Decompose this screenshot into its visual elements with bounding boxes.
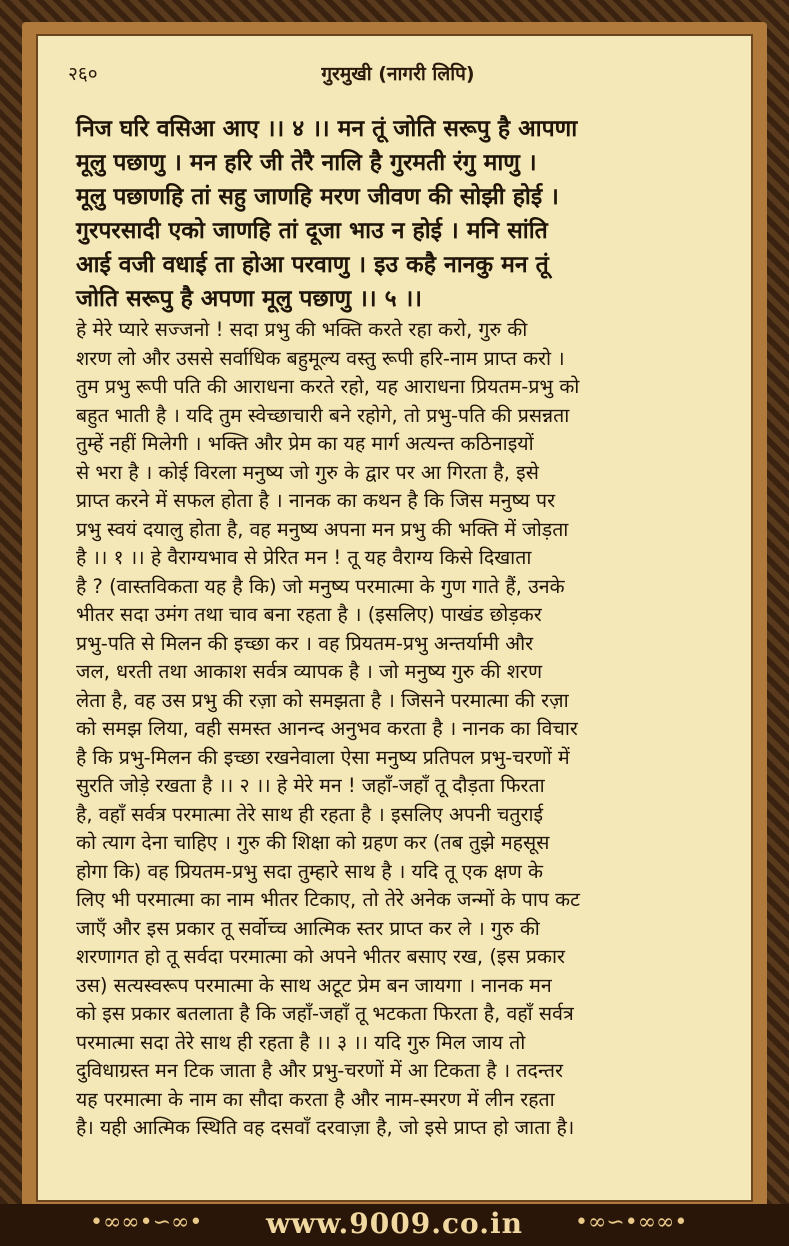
verse-line: मूलु पछाणु । मन हरि जी तेरै नालि है गुरमती रंगु माणु ।: [76, 150, 537, 176]
commentary-line: परमात्मा सदा तेरे साथ ही रहता है ।। ३ ।। यदि गुरु मिल जाय तो: [76, 1030, 526, 1054]
commentary-line: है ।। १ ।। हे वैराग्यभाव से प्रेरित मन ! तू यह वैराग्य किसे दिखाता: [76, 546, 532, 569]
commentary-line: प्राप्त करने में सफल होता है । नानक का कथन है कि जिस मनुष्य पर: [76, 489, 556, 512]
verse-line: गुरपरसादी एको जाणहि तां दूजा भाउ न होई । मनि सांति: [76, 218, 548, 244]
page-number: २६०: [68, 63, 98, 85]
commentary-line: है कि प्रभु-मिलन की इच्छा रखनेवाला ऐसा मनुष्य प्रतिपल प्रभु-चरणों में: [76, 745, 570, 769]
commentary-block: [76, 316, 726, 1143]
commentary-line: सुरति जोड़े रखता है ।। २ ।। हे मेरे मन ! जहाँ-जहाँ तू दौड़ता फिरता: [76, 774, 545, 797]
verse-line: जोति सरूपु है अपणा मूलु पछाणु ।। ५ ।।: [76, 286, 423, 312]
commentary-line: जाएँ और इस प्रकार तू सर्वोच्च आत्मिक स्तर प्राप्त कर ले । गुरु की: [76, 916, 540, 940]
verse-line: निज घरि वसिआ आए ।। ४ ।। मन तूं जोति सरूपु है आपणा: [76, 116, 578, 142]
commentary-line: बहुत भाती है । यदि तुम स्वेच्छाचारी बने रहोगे, तो प्रभु-पति की प्रसन्नता: [76, 403, 570, 427]
commentary-line: तुम्हें नहीं मिलेगी । भक्ति और प्रेम का यह मार्ग अत्यन्त कठिनाइयों: [76, 432, 534, 455]
commentary-line: लेता है, वह उस प्रभु की रज़ा को समझता है । जिसने परमात्मा की रज़ा: [76, 688, 569, 712]
commentary-line: जल, धरती तथा आकाश सर्वत्र व्यापक है । जो मनुष्य गुरु की शरण: [76, 660, 543, 683]
commentary-line: प्रभु स्वयं दयालु होता है, वह मनुष्य अपना मन प्रभु की भक्ति में जोड़ता: [76, 517, 569, 541]
commentary-line: प्रभु-पति से मिलन की इच्छा कर । वह प्रियतम-प्रभु अन्तर्यामी और: [76, 631, 534, 655]
footer-url[interactable]: www.9009.co.in: [266, 1207, 523, 1240]
commentary-line: को त्याग देना चाहिए । गुरु की शिक्षा को ग्रहण कर (तब तुझे महसूस: [76, 831, 550, 854]
running-title: गुरमुखी (नागरी लिपि): [321, 63, 475, 85]
commentary-line: है ? (वास्तविकता यह है कि) जो मनुष्य परमात्मा के गुण गाते हैं, उनके: [76, 574, 565, 598]
commentary-line: से भरा है । कोई विरला मनुष्य जो गुरु के द्वार पर आ गिरता है, इसे: [76, 460, 539, 484]
commentary-line: लिए भी परमात्मा का नाम भीतर टिकाए, तो तेरे अनेक जन्मों के पाप कट: [76, 888, 580, 911]
commentary-line: भीतर सदा उमंग तथा चाव बना रहता है । (इसलिए) पाखंड छोड़कर: [76, 603, 542, 626]
commentary-line: है, वहाँ सर्वत्र परमात्मा तेरे साथ ही रहता है । इसलिए अपनी चतुराई: [76, 802, 544, 826]
verse-line: मूलु पछाणहि तां सहु जाणहि मरण जीवण की सोझी होई ।: [76, 184, 559, 210]
commentary-line: शरण लो और उससे सर्वाधिक बहुमूल्य वस्तु रूपी हरि-नाम प्राप्त करो ।: [76, 346, 565, 370]
commentary-line: हे मेरे प्यारे सज्जनो ! सदा प्रभु की भक्ति करते रहा करो, गुरु की: [76, 318, 528, 341]
footer-ornament-left-icon: •∞∞•∽∞•: [90, 1210, 203, 1235]
footer-ornament-right-icon: •∞∽•∞∞•: [575, 1210, 688, 1235]
commentary-line: को समझ लिया, वही समस्त आनन्द अनुभव करता है । नानक का विचार: [76, 717, 578, 740]
verse-line: आई वजी वधाई ता होआ परवाणु । इउ कहै नानकु मन तूं: [76, 252, 549, 278]
commentary-line: यह परमात्मा के नाम का सौदा करता है और नाम-स्मरण में लीन रहता: [76, 1087, 555, 1111]
commentary-line: उस) सत्यस्वरूप परमात्मा के साथ अटूट प्रेम बन जायगा । नानक मन: [76, 973, 552, 997]
commentary-line: शरणागत हो तू सर्वदा परमात्मा को अपने भीतर बसाए रख, (इस प्रकार: [76, 945, 565, 968]
page-header: [68, 60, 728, 88]
book-page: [36, 34, 753, 1202]
verse-block: [76, 112, 726, 316]
commentary-line: है। यही आत्मिक स्थिति वह दसवाँ दरवाज़ा है, जो इसे प्राप्त हो जाता है।: [76, 1116, 575, 1139]
commentary-line: दुविधाग्रस्त मन टिक जाता है और प्रभु-चरणों में आ टिकता है । तदन्तर: [76, 1059, 563, 1082]
commentary-line: तुम प्रभु रूपी पति की आराधना करते रहो, यह आराधना प्रियतम-प्रभु को: [76, 375, 580, 398]
commentary-line: होगा कि) वह प्रियतम-प्रभु सदा तुम्हारे साथ है । यदि तू एक क्षण के: [76, 859, 543, 883]
commentary-line: को इस प्रकार बतलाता है कि जहाँ-जहाँ तू भटकता फिरता है, वहाँ सर्वत्र: [76, 1002, 574, 1025]
